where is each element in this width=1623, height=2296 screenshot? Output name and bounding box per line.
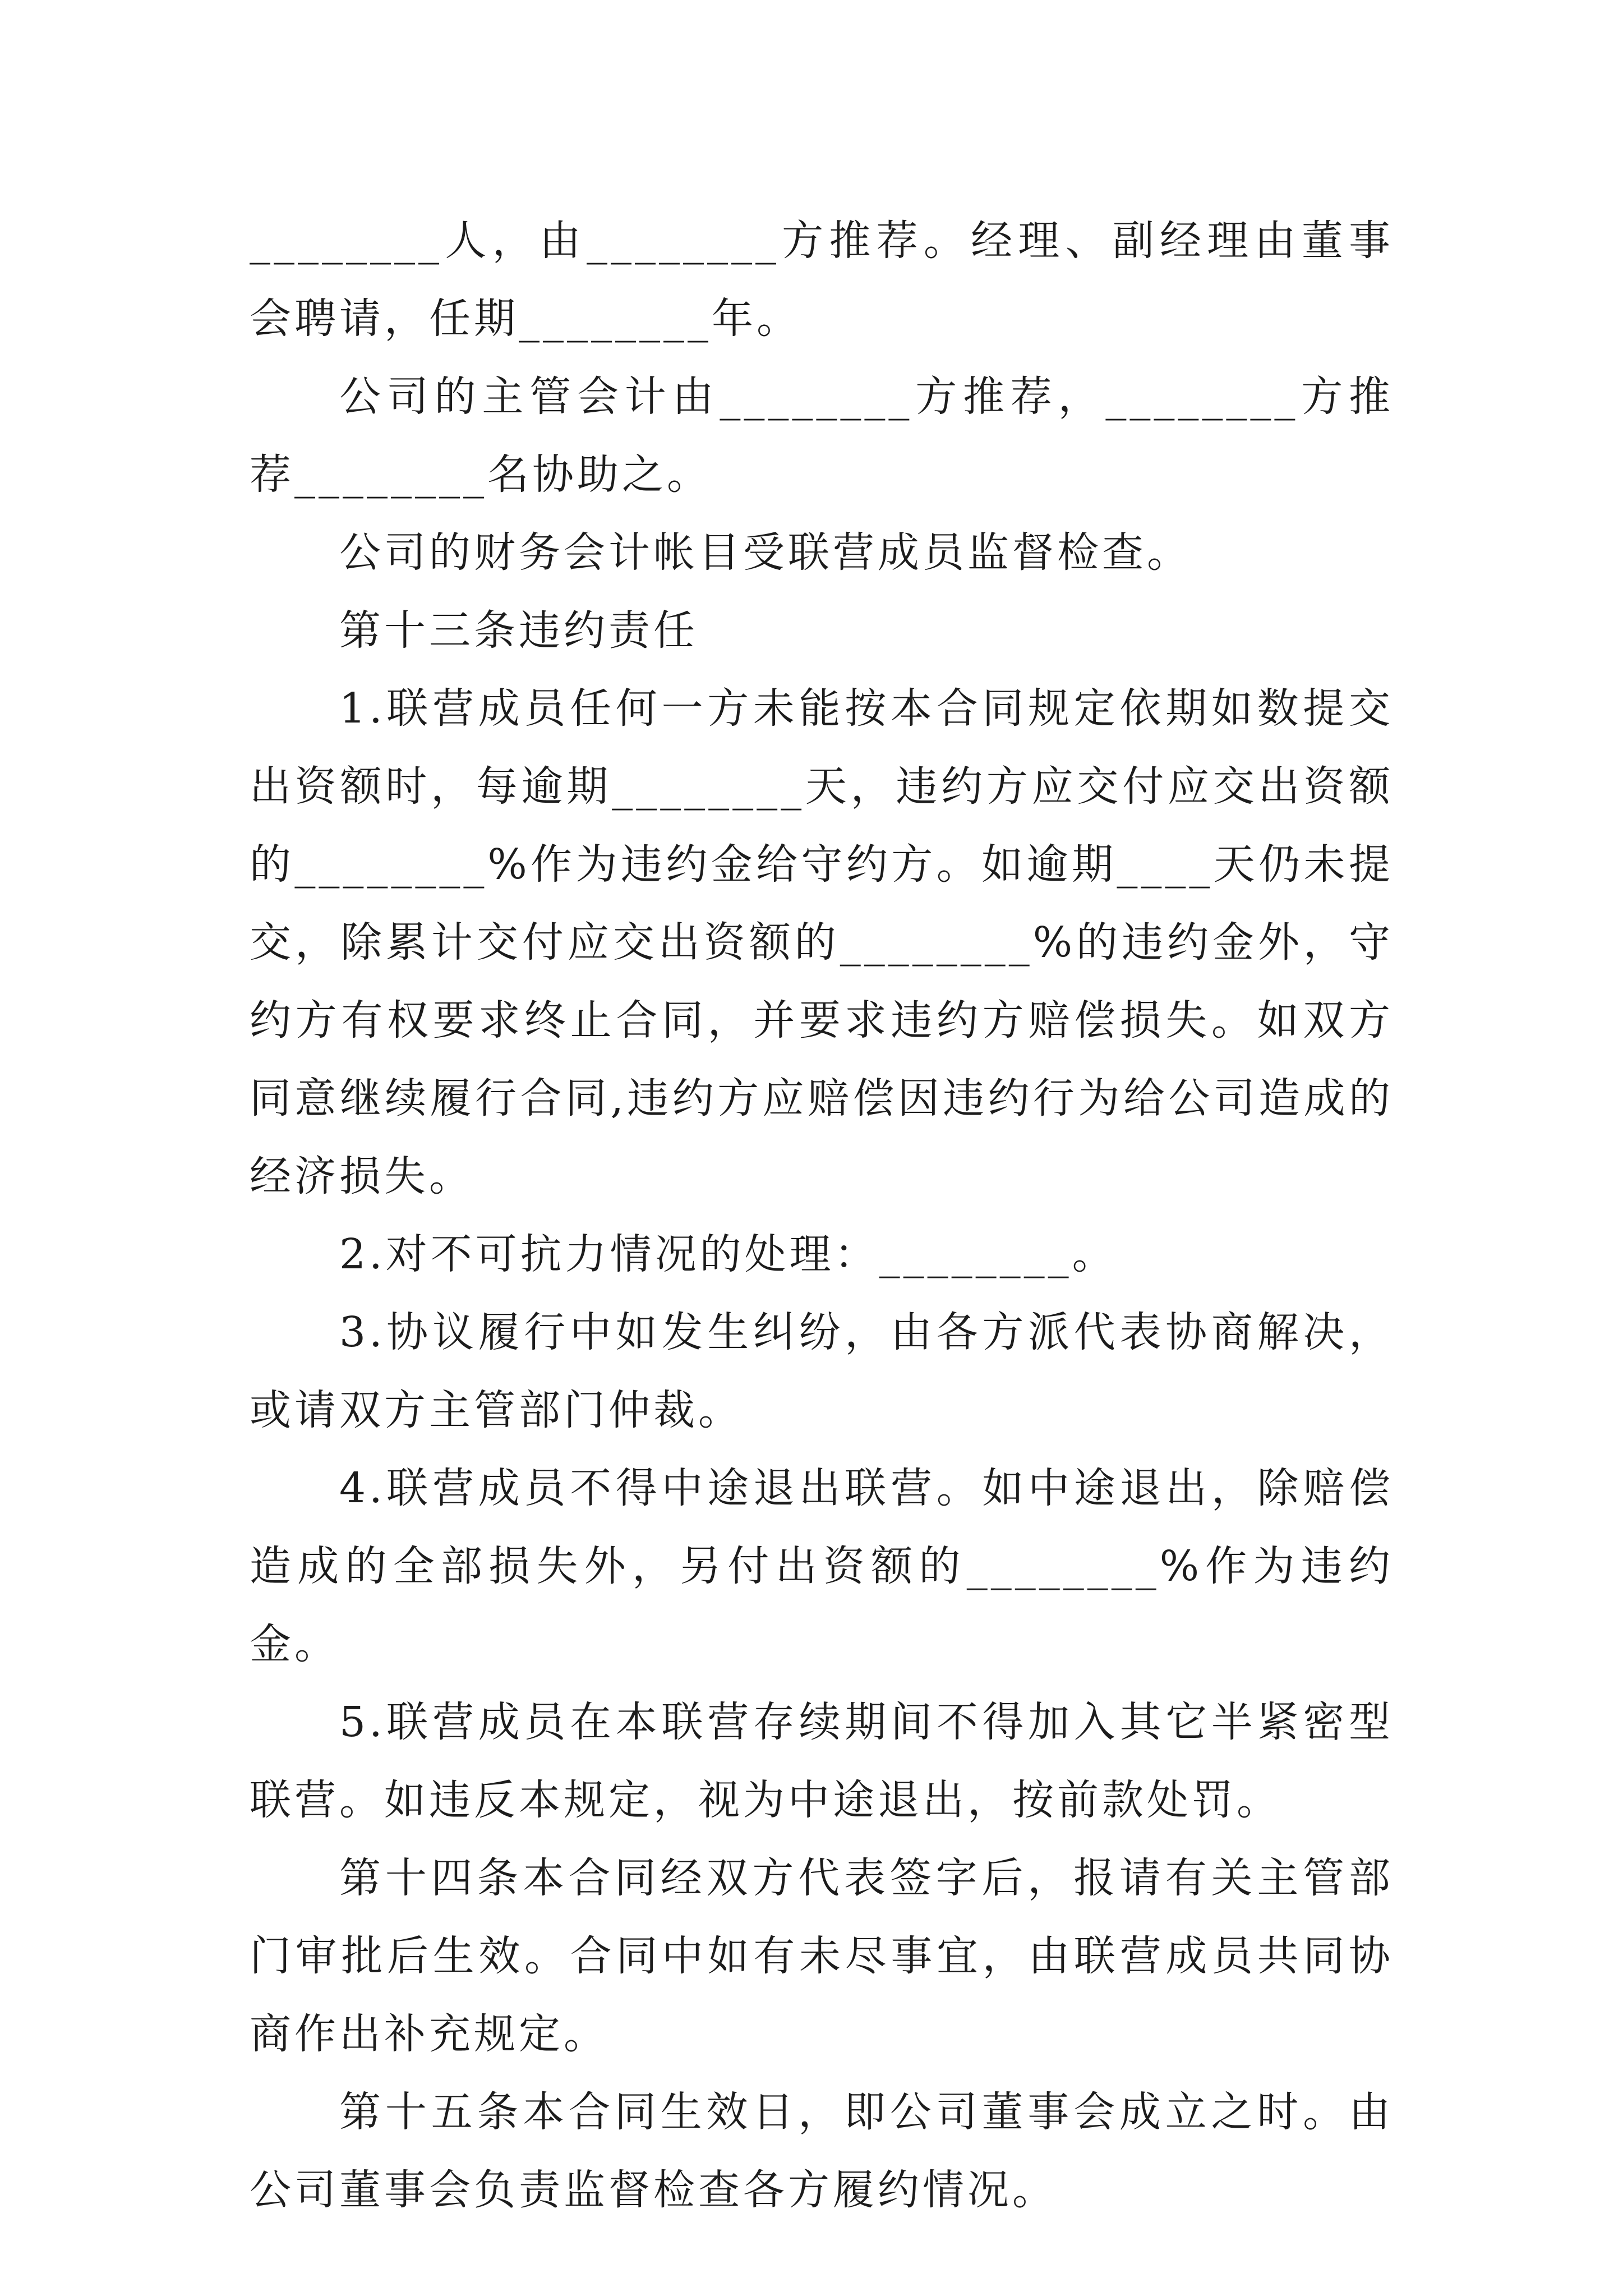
- paragraph-financial-supervision: 公司的财务会计帐目受联营成员监督检查。: [339, 528, 1192, 577]
- clause-13-3: 3.协议履行中如发生纠纷，由各方派代表协商解决，或请双方主管部门仲裁。: [250, 1308, 1394, 1434]
- clause-13-5: 5.联营成员在本联营存续期间不得加入其它半紧密型联营。如违反本规定，视为中途退出，按前款处罚。: [250, 1698, 1394, 1824]
- clause-13-1: 1.联营成员任何一方未能按本合同规定依期如数提交出资额时，每逾期________天，违约方应交付应交出资额的________%作为违约金给守约方。如逾期____天仍未提交，除累计交付应交出资额的________%的违约金外，守约方有权要求终止合同，并要求违约方赔偿损失。如双方同意继续履行合同,违约方应赔偿因违约行为给公司造成的经济损失。: [250, 684, 1394, 1200]
- clause-13-4: 4.联营成员不得中途退出联营。如中途退出，除赔偿造成的全部损失外，另付出资额的________%作为违约金。: [250, 1464, 1394, 1668]
- paragraph-chief-accountant: 公司的主管会计由________方推荐，________方推荐________名协助之。: [250, 372, 1394, 499]
- clause-13-2: 2.对不可抗力情况的处理：________。: [339, 1230, 1117, 1278]
- heading-article-13: 第十三条违约责任: [339, 606, 698, 655]
- article-15: 第十五条本合同生效日，即公司董事会成立之时。由公司董事会负责监督检查各方履约情况。: [250, 2088, 1394, 2214]
- document-body: [250, 202, 1394, 2229]
- article-14: 第十四条本合同经双方代表签字后，报请有关主管部门审批后生效。合同中如有未尽事宜，由联营成员共同协商作出补充规定。: [250, 1854, 1394, 2058]
- paragraph-board-members: ________人，由________方推荐。经理、副经理由董事会聘请，任期________年。: [250, 217, 1394, 343]
